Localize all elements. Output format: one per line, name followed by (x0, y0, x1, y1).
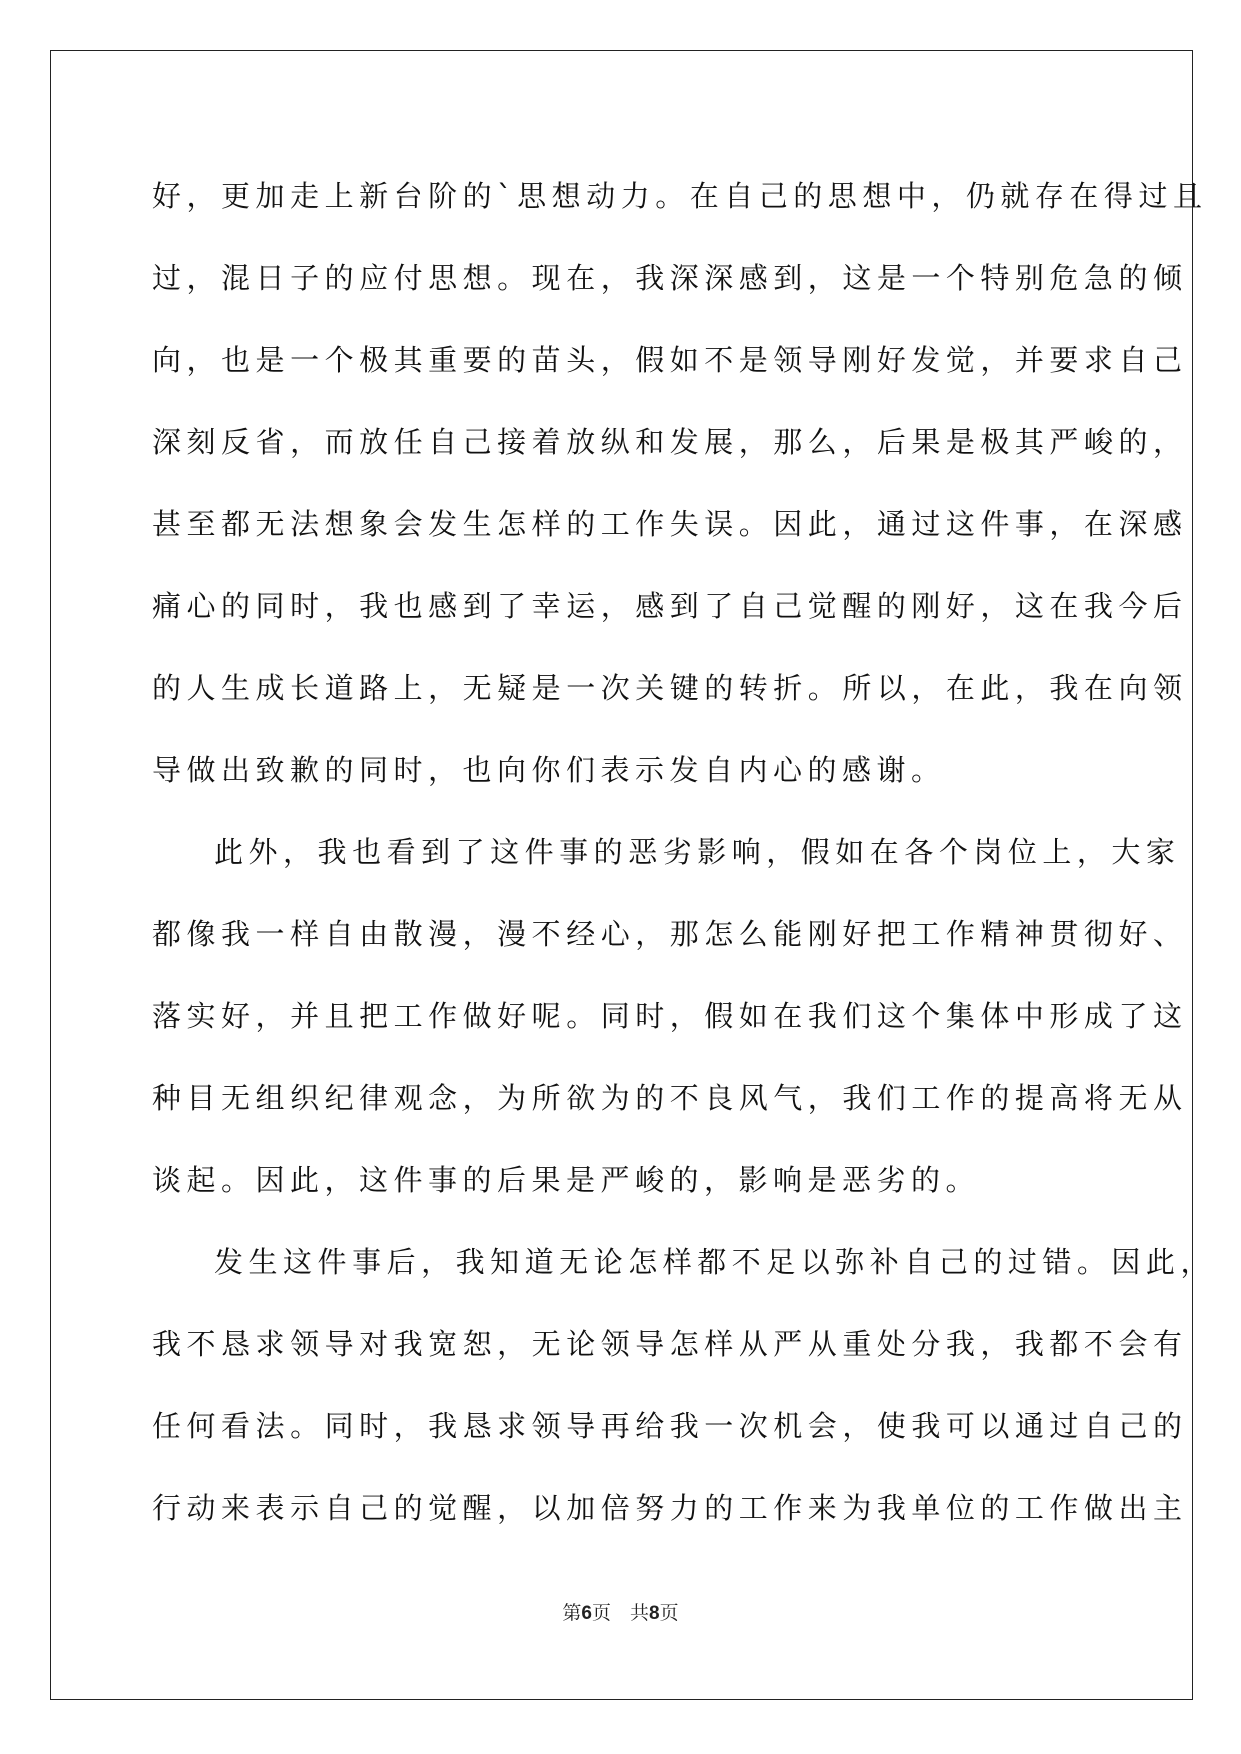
text-line: 任 何 看 法 。 同 时 ， 我 恳 求 领 导 再 给 我 一 次 机 会 ， 使 我 可 以 通 过 自 己 的 (152, 1409, 1188, 1443)
text-line: 痛 心 的 同 时 ， 我 也 感 到 了 幸 运 ， 感 到 了 自 己 觉 醒 的 刚 好 ， 这 在 我 今 后 (152, 589, 1188, 623)
text-line: 深 刻 反 省 ， 而 放 任 自 己 接 着 放 纵 和 发 展 ， 那 么 ， 后 果 是 极 其 严 峻 的 ， (152, 425, 1188, 459)
footer-prefix: 第 (562, 1602, 582, 1624)
text-line: 谈起。因此，这件事的后果是严峻的，影响是恶劣的。 (152, 1163, 981, 1197)
paragraph-start-line: 此 外 ， 我 也 看 到 了 这 件 事 的 恶 劣 影 响 ， 假 如 在 各 个 岗 位 上 ， 大 家 (214, 835, 1181, 869)
text-line: 落 实 好 ， 并 且 把 工 作 做 好 呢 。 同 时 ， 假 如 在 我 们 这 个 集 体 中 形 成 了 这 (152, 999, 1188, 1033)
text-line: 种 目 无 组 织 纪 律 观 念 ， 为 所 欲 为 的 不 良 风 气 ， 我 们 工 作 的 提 高 将 无 从 (152, 1081, 1188, 1115)
text-line: 甚 至 都 无 法 想 象 会 发 生 怎 样 的 工 作 失 误 。 因 此 ， 通 过 这 件 事 ， 在 深 感 (152, 507, 1188, 541)
text-line: 我 不 恳 求 领 导 对 我 宽 恕 ， 无 论 领 导 怎 样 从 严 从 重 处 分 我 ， 我 都 不 会 有 (152, 1327, 1188, 1361)
footer-suffix: 页 (659, 1602, 679, 1624)
paragraph-start-line: 发 生 这 件 事 后 ， 我 知 道 无 论 怎 样 都 不 足 以 弥 补 自 己 的 过 错 。 因 此 ， (214, 1245, 1215, 1279)
text-line: 好 ， 更 加 走 上 新 台 阶 的 ` 思 想 动 力 。 在 自 己 的 思 想 中 ， 仍 就 存 在 得 过 且 (152, 179, 1208, 213)
text-line: 的 人 生 成 长 道 路 上 ， 无 疑 是 一 次 关 键 的 转 折 。 所 以 ， 在 此 ， 我 在 向 领 (152, 671, 1188, 705)
document-body (152, 155, 1215, 1549)
current-page-number: 6 (581, 1603, 592, 1624)
text-line: 向 ， 也 是 一 个 极 其 重 要 的 苗 头 ， 假 如 不 是 领 导 刚 好 发 觉 ， 并 要 求 自 己 (152, 343, 1188, 377)
total-page-number: 8 (649, 1603, 660, 1624)
page-footer (0, 1598, 1241, 1625)
text-line: 都 像 我 一 样 自 由 散 漫 ， 漫 不 经 心 ， 那 怎 么 能 刚 好 把 工 作 精 神 贯 彻 好 、 (152, 917, 1188, 951)
text-line: 过 ， 混 日 子 的 应 付 思 想 。 现 在 ， 我 深 深 感 到 ， 这 是 一 个 特 别 危 急 的 倾 (152, 261, 1188, 295)
text-line: 导做出致歉的同时，也向你们表示发自内心的感谢。 (152, 753, 946, 787)
text-line: 行 动 来 表 示 自 己 的 觉 醒 ， 以 加 倍 努 力 的 工 作 来 为 我 单 位 的 工 作 做 出 主 (152, 1491, 1188, 1525)
footer-mid: 页 共 (591, 1602, 649, 1624)
